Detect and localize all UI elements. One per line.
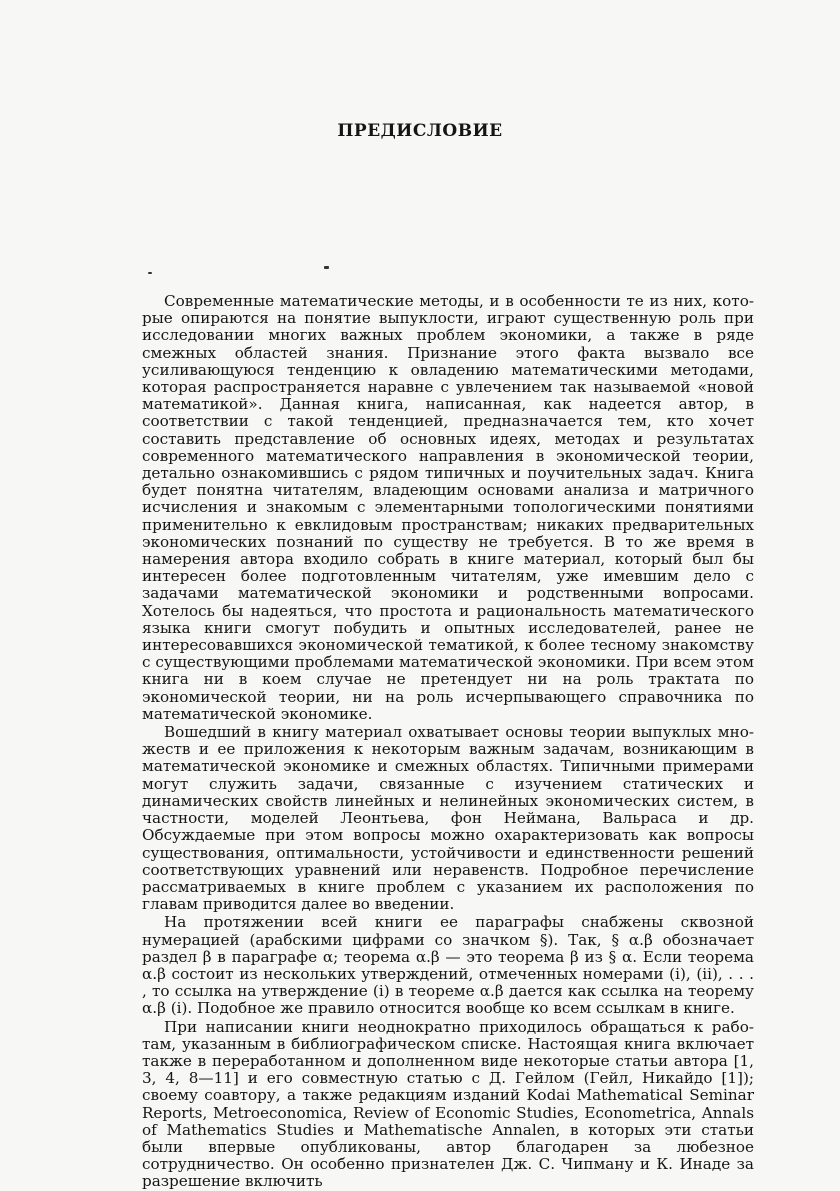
paragraph: Вошедший в книгу материал охватывает основы теории выпуклых множеств и ее приложения к некоторым важным задачам, возникающим в математической экономике и смежных областях. Типичными примерами могут служить задачи, связанные с изучением статических и динамических свойств линейных и нелинейных экономических систем, в частности, моделей Леонтьева, фон Неймана, Вальраса и др. Обсуждаемые при этом вопросы можно охарактеризовать как вопросы существования, оптимальности, устойчивости и единственности решений соответствующих уравнений или неравенств. Подробное перечисление рассматриваемых в книге проблем с указанием их расположения по главам приводится далее во введении. (142, 723, 754, 914)
page-title: ПРЕДИСЛОВИЕ (337, 121, 503, 141)
scan-speck (148, 272, 152, 274)
body-text (142, 293, 754, 1191)
paragraph: Современные математические методы, и в особенности те из них, которые опираются на понятие выпуклости, играют существенную роль при исследовании многих важных проблем экономики, а также в ряде смежных областей знания. Признание этого факта вызвало все усиливающуюся тенденцию к овладению математическими методами, которая распространяется наравне с увлечением так называемой «новой математикой». Данная книга, написанная, как надеется автор, в соответствии с такой тенденцией, предназначается тем, кто хочет составить представление об основных идеях, методах и результатах современного математического направления в экономической теории, детально ознакомившись с рядом типичных и поучительных задач. Книга будет понятна читателям, владеющим основами анализа и матричного исчисления и знакомым с элементарными топологическими понятиями применительно к евклидовым пространствам; никаких предварительных экономических познаний по существу не требуется. В то же время в намерения автора входило собрать в книге материал, который был бы интересен более подготовленным читателям, уже имевшим дело с задачами математической экономики и родственными вопросами. Хотелось бы надеяться, что простота и рациональность математического языка книги смогут побудить и опытных исследователей, ранее не интересовавшихся экономической тематикой, к более тесному знакомству с существующими проблемами математической экономики. При всем этом книга ни в коем случае не претендует ни на роль трактата по экономической теории, ни на роль исчерпывающего справочника по математической экономике. (142, 292, 754, 723)
paragraph: При написании книги неоднократно приходилось обращаться к работам, указанным в библиографическом списке. Настоящая книга включает также в переработанном и дополненном виде некоторые статьи автора [1, 3, 4, 8—11] и его совместную статью с Д. Гейлом (Гейл, Никайдо [1]); своему соавтору, а также редакциям изданий Kodai Mathematical Seminar Reports, Metroeconomica, Review of Economic Studies, Econometrica, Annals of Mathematics Studies и Mathematische Annalen, в которых эти статьи были впервые опубликованы, автор благодарен за любезное сотрудничество. Он особенно признателен Дж. С. Чипману и К. Инаде за разрешение включить (142, 1017, 754, 1191)
paragraph: На протяжении всей книги ее параграфы снабжены сквозной нумерацией (арабскими цифрами со значком §). Так, § α.β обозначает раздел β в параграфе α; теорема α.β — это теорема β из § α. Если теорема α.β состоит из нескольких утверждений, отмеченных номерами (i), (ii), . . . , то ссылка на утверждение (i) в теореме α.β дается как ссылка на теорему α.β (i). Подобное же правило относится вообще ко всем ссылкам в книге. (142, 913, 754, 1018)
scan-speck (324, 266, 329, 269)
